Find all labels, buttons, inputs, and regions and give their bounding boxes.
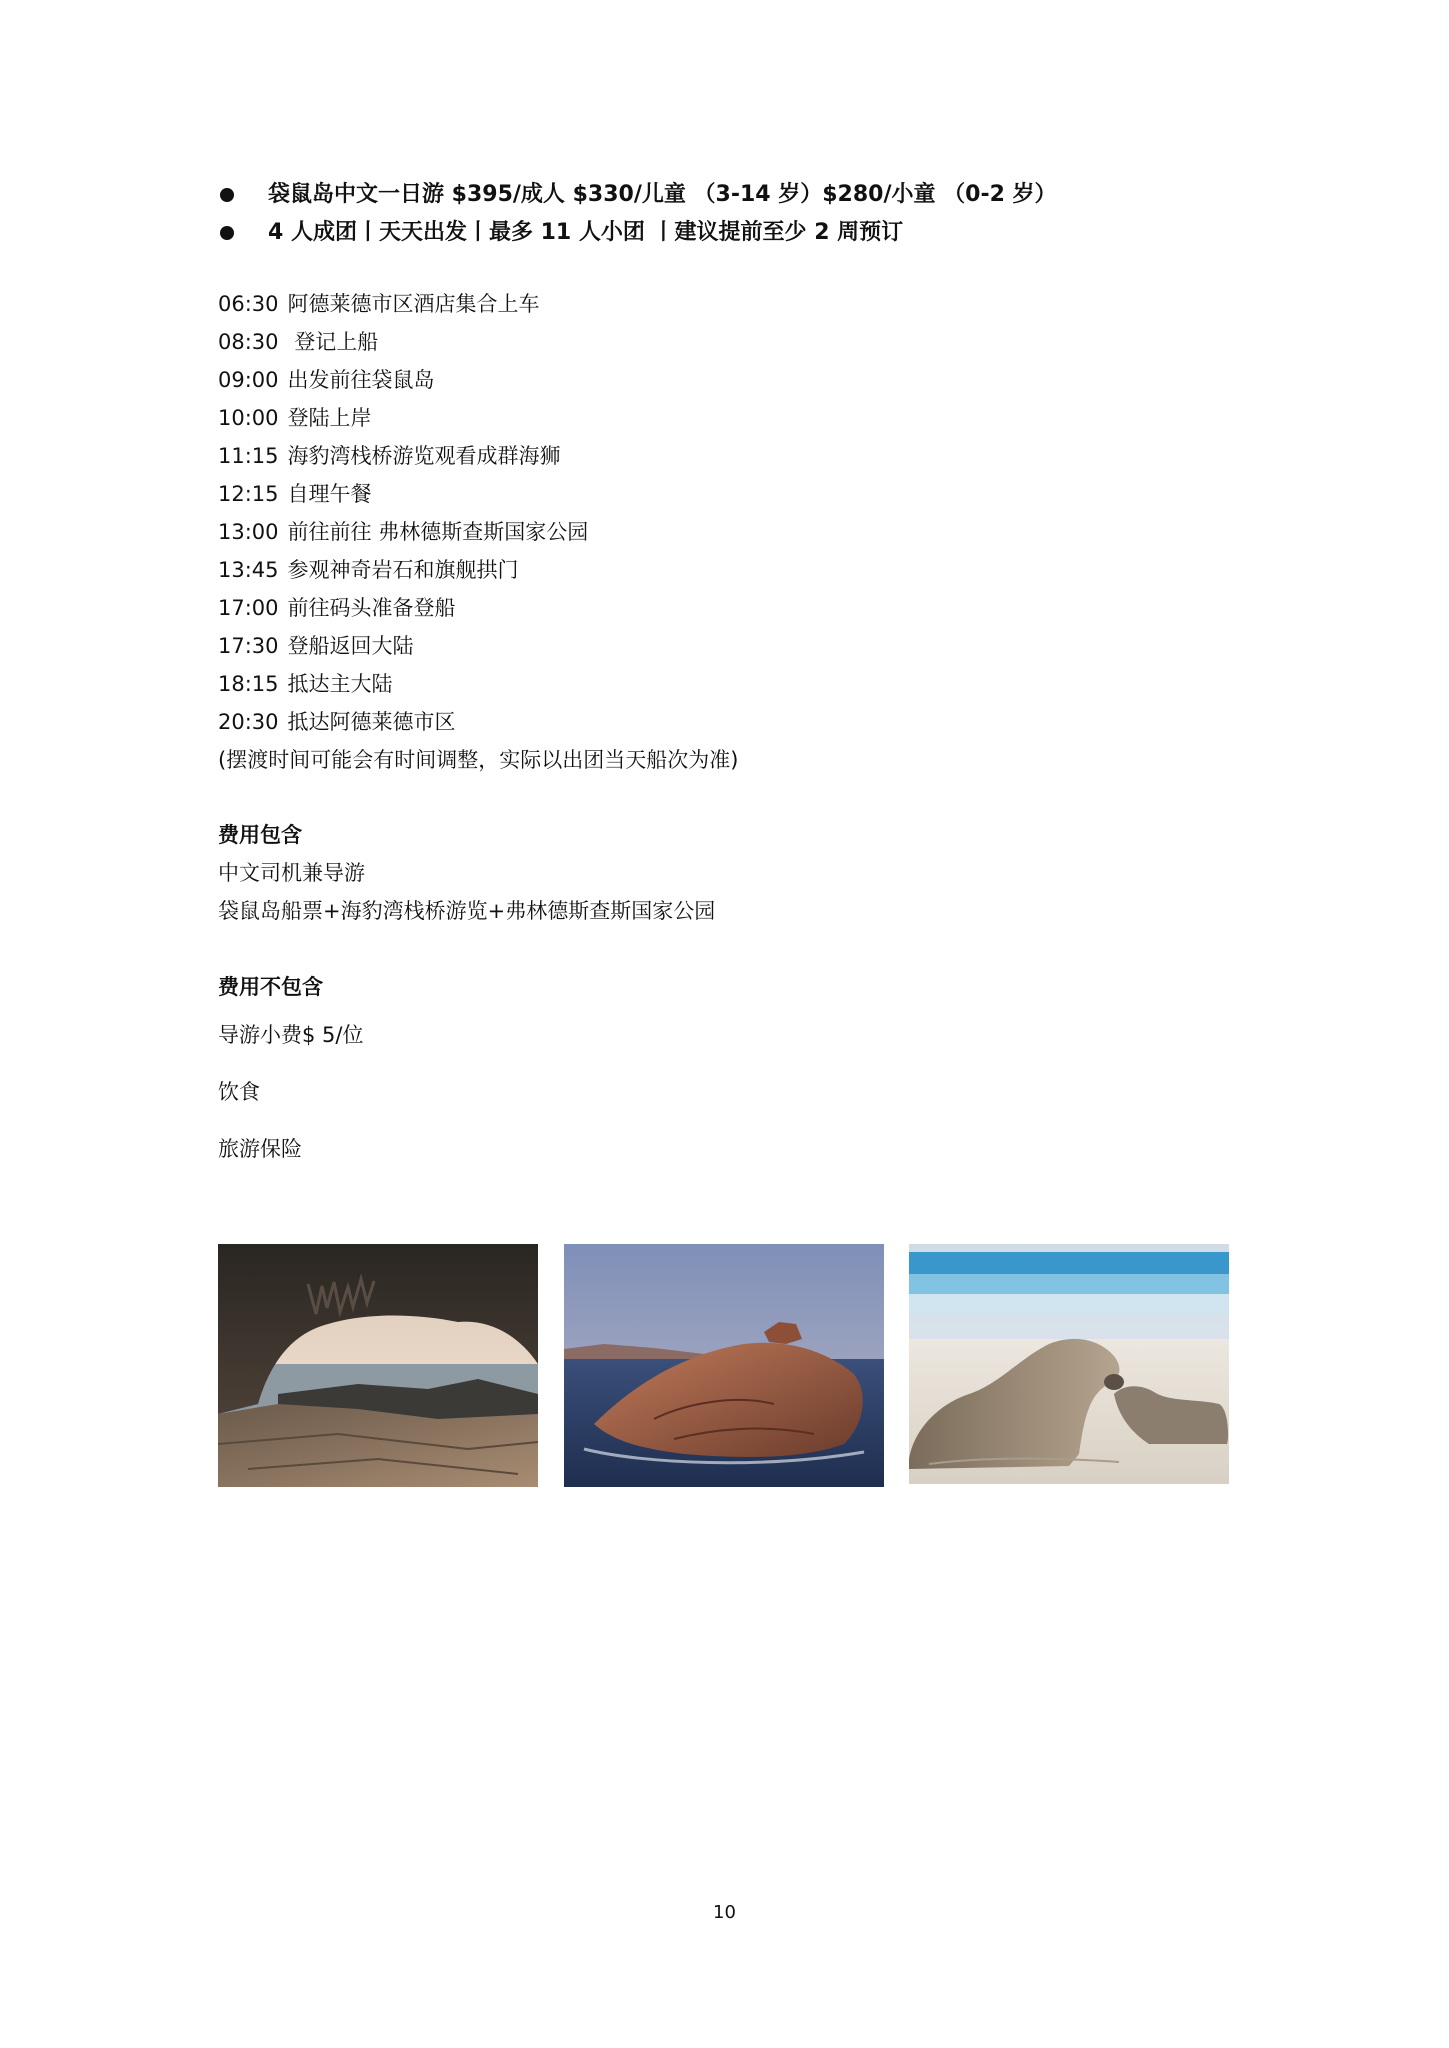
itinerary-row	[218, 665, 738, 703]
itinerary-activity: 前往前往 弗林德斯查斯国家公园	[287, 520, 589, 544]
itinerary-row	[218, 399, 738, 437]
itinerary-activity: 出发前往袋鼠岛	[287, 368, 435, 392]
itinerary-note: (摆渡时间可能会有时间调整，实际以出团当天船次为准)	[218, 748, 739, 772]
itinerary-time: 11:15	[218, 444, 279, 468]
remarkable-rocks-photo	[564, 1244, 884, 1487]
excluded-item: 饮食	[218, 1080, 260, 1104]
itinerary-row	[218, 627, 738, 665]
included-item: 袋鼠岛船票+海豹湾栈桥游览+弗林德斯查斯国家公园	[218, 899, 716, 923]
itinerary-time: 17:00	[218, 596, 279, 620]
itinerary-row	[218, 323, 738, 361]
included-item: 中文司机兼导游	[218, 861, 365, 885]
itinerary-time: 06:30	[218, 292, 279, 316]
highlight-price	[218, 176, 1057, 214]
excluded-section	[218, 968, 363, 1187]
itinerary-time: 18:15	[218, 672, 279, 696]
bullet-icon	[220, 188, 234, 202]
itinerary-activity: 前往码头准备登船	[287, 596, 456, 620]
itinerary-row	[218, 361, 738, 399]
itinerary-time: 10:00	[218, 406, 279, 430]
included-section	[218, 816, 715, 930]
itinerary-time: 08:30	[218, 330, 279, 354]
itinerary-activity: 海豹湾栈桥游览观看成群海狮	[287, 444, 561, 468]
itinerary-time: 09:00	[218, 368, 279, 392]
itinerary-row	[218, 475, 738, 513]
itinerary-row	[218, 285, 738, 323]
itinerary-activity: 阿德莱德市区酒店集合上车	[287, 292, 540, 316]
itinerary-activity: 登陆上岸	[287, 406, 372, 430]
itinerary	[218, 285, 738, 779]
itinerary-row	[218, 703, 738, 741]
itinerary-row	[218, 437, 738, 475]
itinerary-time: 17:30	[218, 634, 279, 658]
itinerary-activity: 抵达阿德莱德市区	[287, 710, 456, 734]
itinerary-time: 13:45	[218, 558, 279, 582]
itinerary-activity: 登记上船	[287, 330, 379, 354]
included-title: 费用包含	[218, 823, 302, 847]
itinerary-row	[218, 589, 738, 627]
itinerary-activity: 自理午餐	[287, 482, 372, 506]
excluded-item: 旅游保险	[218, 1137, 302, 1161]
sea-cave-arch-photo	[218, 1244, 538, 1487]
highlight-text: 4 人成团丨天天出发丨最多 11 人小团 丨建议提前至少 2 周预订	[268, 220, 904, 245]
itinerary-activity: 抵达主大陆	[287, 672, 393, 696]
bullet-icon	[220, 226, 234, 240]
itinerary-activity: 登船返回大陆	[287, 634, 414, 658]
itinerary-time: 12:15	[218, 482, 279, 506]
itinerary-time: 13:00	[218, 520, 279, 544]
excluded-title: 费用不包含	[218, 975, 323, 999]
highlights-list	[218, 176, 1057, 252]
itinerary-activity: 参观神奇岩石和旗舰拱门	[287, 558, 519, 582]
highlight-group-info	[218, 214, 1057, 252]
itinerary-row	[218, 513, 738, 551]
excluded-item: 导游小费$ 5/位	[218, 1023, 364, 1047]
sea-lions-beach-photo	[909, 1244, 1229, 1484]
highlight-text: 袋鼠岛中文一日游 $395/成人 $330/儿童 （3-14 岁）$280/小童 （0-2 岁）	[268, 182, 1057, 207]
page-number: 10	[713, 1902, 736, 1923]
itinerary-time: 20:30	[218, 710, 279, 734]
itinerary-row	[218, 551, 738, 589]
